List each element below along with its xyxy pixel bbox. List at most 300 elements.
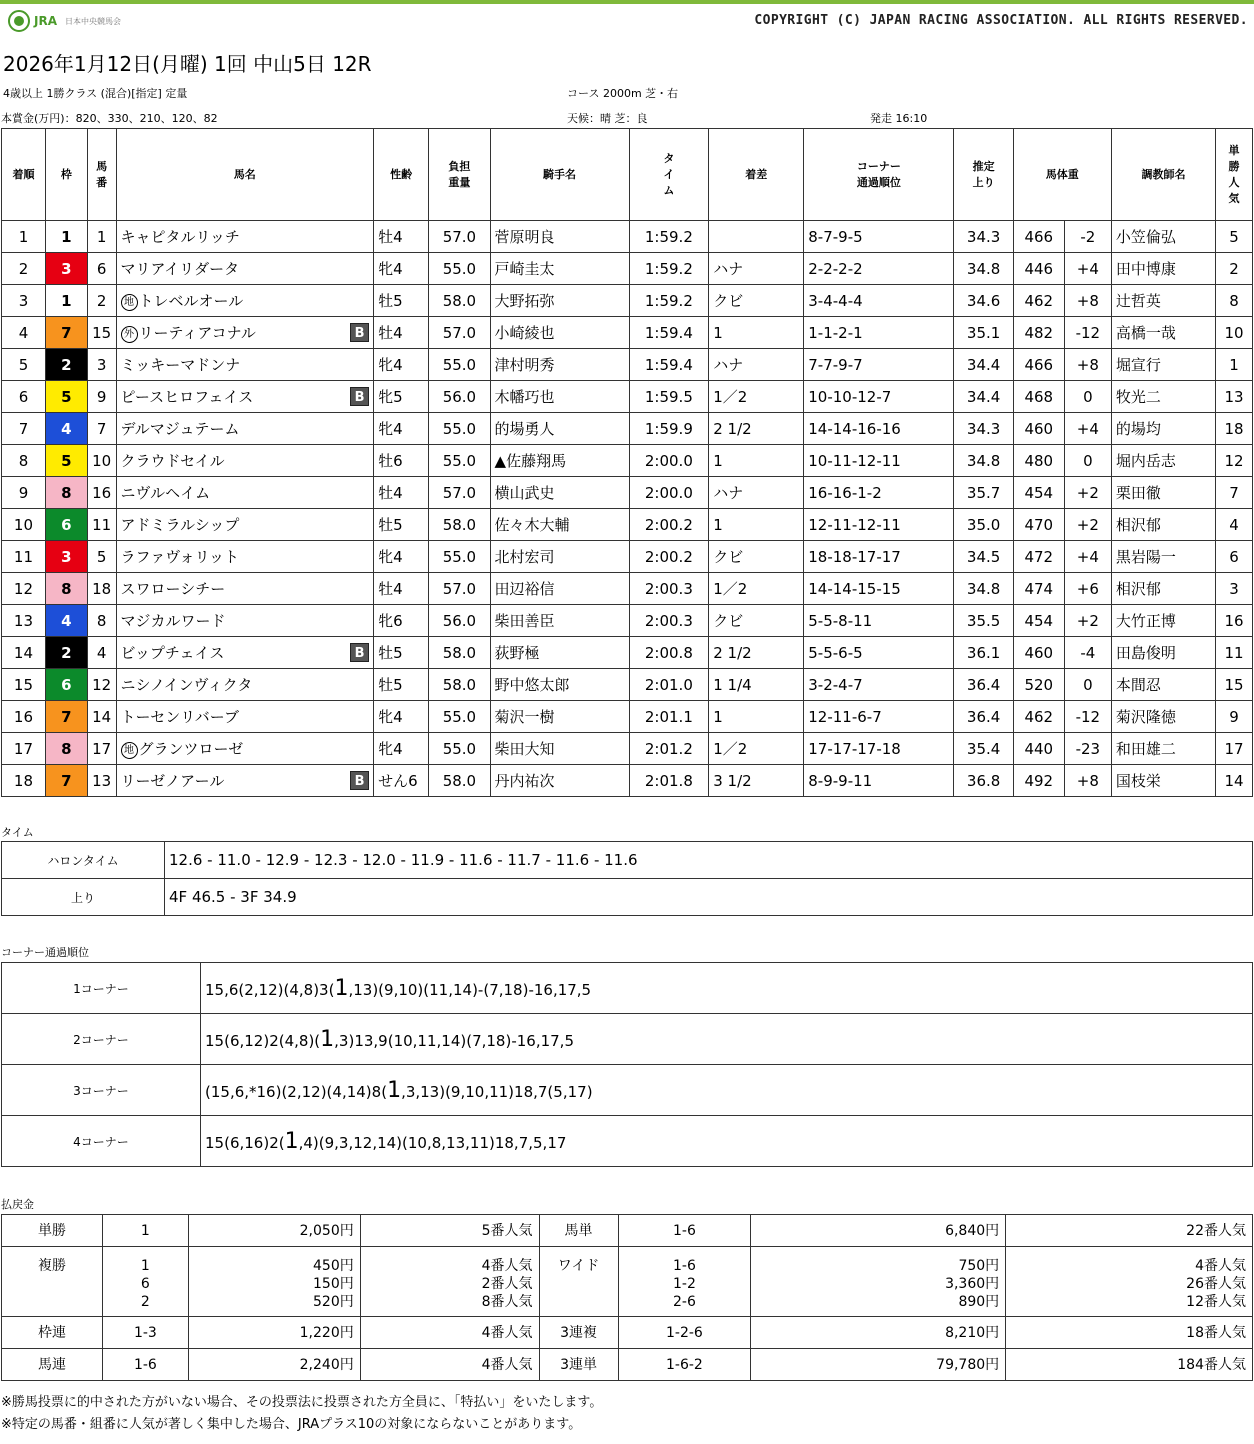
body-weight-cell: 454 [1013, 477, 1064, 509]
jockey-name[interactable]: ▲佐藤翔馬 [494, 452, 567, 470]
margin-cell: 2 1/2 [709, 413, 804, 445]
logo-text: JRA [34, 14, 57, 28]
col-pop [1216, 129, 1253, 221]
trainer-cell [1111, 637, 1215, 669]
wide-pop: 12番人気 [1186, 1294, 1246, 1310]
body-weight-cell: 474 [1013, 573, 1064, 605]
corner-section-title: コーナー通過順位 [1, 946, 89, 959]
horse-name[interactable]: ラファヴォリット [120, 548, 240, 566]
wide-pop: 4番人気 [1195, 1258, 1246, 1274]
sexage-cell: 牝4 [374, 541, 429, 573]
wakuren-pop: 4番人気 [360, 1317, 539, 1349]
corner-order-post: ,3)13,9(10,11,14)(7,18)-16,17,5 [334, 1032, 574, 1050]
result-row [2, 509, 1253, 541]
sexage-cell: 牡5 [374, 669, 429, 701]
horse-name[interactable]: アドミラルシップ [120, 516, 240, 534]
col-corner [804, 129, 954, 221]
jockey-cell [490, 349, 629, 381]
body-diff-cell: +8 [1064, 285, 1111, 317]
course-info: コース 2000m 芝・右 [567, 87, 679, 100]
jockey-cell [490, 637, 629, 669]
jockey-name[interactable]: 菅原明良 [494, 228, 555, 246]
trainer-name[interactable]: 辻哲英 [1115, 292, 1161, 310]
trainer-name[interactable]: 和田雄二 [1115, 740, 1176, 758]
umatan-combo: 1-6 [618, 1215, 751, 1247]
corner-row [2, 1116, 1253, 1167]
jockey-name[interactable]: 柴田大知 [494, 740, 555, 758]
jockey-name[interactable]: 北村宏司 [494, 548, 555, 566]
trainer-cell [1111, 509, 1215, 541]
col-num [87, 129, 116, 221]
body-diff-cell: +8 [1064, 765, 1111, 797]
umaren-label: 馬連 [2, 1349, 103, 1381]
body-weight-cell: 440 [1013, 733, 1064, 765]
margin-cell: 3 1/2 [709, 765, 804, 797]
sanrenpuku-combo: 1-2-6 [618, 1317, 751, 1349]
corner-cell: 17-17-17-18 [804, 733, 954, 765]
popularity-cell: 5 [1216, 221, 1253, 253]
body-weight-cell: 446 [1013, 253, 1064, 285]
sanrentan-pop: 184番人気 [1006, 1349, 1253, 1381]
fukusho-amount: 450円 [313, 1258, 354, 1274]
weight-cell: 55.0 [429, 733, 490, 765]
trainer-name[interactable]: 堀内岳志 [1115, 452, 1176, 470]
horse-name-cell [116, 221, 374, 253]
blinker-icon: B [350, 771, 369, 790]
col-trainer: 調教師名 [1111, 129, 1215, 221]
rank-cell: 14 [2, 637, 46, 669]
margin-cell: ハナ [709, 477, 804, 509]
body-weight-cell: 480 [1013, 445, 1064, 477]
horse-name[interactable]: マリアイリダータ [120, 260, 240, 278]
margin-cell [709, 221, 804, 253]
weight-cell: 55.0 [429, 541, 490, 573]
wide-pop: 26番人気 [1186, 1276, 1246, 1292]
horse-name-cell [116, 285, 374, 317]
margin-cell: 1 [709, 509, 804, 541]
weight-cell: 57.0 [429, 317, 490, 349]
corner-order [201, 963, 1253, 1014]
popularity-cell: 8 [1216, 285, 1253, 317]
jockey-name[interactable]: 丹内祐次 [494, 772, 555, 790]
fukusho-combo: 1 [140, 1258, 150, 1274]
sanrentan-label: 3連単 [539, 1349, 618, 1381]
trainer-name[interactable]: 的場均 [1115, 420, 1161, 438]
trainer-name[interactable]: 牧光二 [1115, 388, 1161, 406]
time-cell: 1:59.4 [629, 349, 709, 381]
wakuren-label: 枠連 [2, 1317, 103, 1349]
blinker-icon: B [350, 323, 369, 342]
sexage-cell: 牝4 [374, 701, 429, 733]
waku-cell: 8 [45, 573, 87, 605]
weight-cell: 58.0 [429, 669, 490, 701]
col-rank: 着順 [2, 129, 46, 221]
horse-name[interactable]: ニヴルヘイム [120, 484, 211, 502]
trainer-name[interactable]: 小笠倫弘 [1115, 228, 1176, 246]
result-row [2, 221, 1253, 253]
fukusho-pop: 8番人気 [481, 1294, 533, 1310]
horse-name-cell [116, 381, 374, 413]
col-margin: 着差 [709, 129, 804, 221]
body-diff-cell: +2 [1064, 605, 1111, 637]
jockey-cell [490, 765, 629, 797]
trainer-name[interactable]: 黒岩陽一 [1115, 548, 1176, 566]
jockey-name[interactable]: 佐々木大輔 [494, 516, 570, 534]
race-title: 2026年1月12日(月曜) 1回 中山5日 12R [3, 52, 372, 76]
horse-name[interactable]: グランツローゼ [138, 740, 244, 758]
origin-mark-icon: 外 [121, 326, 138, 343]
weight-cell: 55.0 [429, 253, 490, 285]
winner-number: 1 [334, 976, 349, 1001]
weight-cell: 57.0 [429, 221, 490, 253]
jockey-name[interactable]: 野中悠太郎 [494, 676, 570, 694]
logo-subtext: 日本中央競馬会 [65, 16, 121, 26]
trainer-name[interactable]: 国枝栄 [1115, 772, 1161, 790]
corner-cell: 12-11-12-11 [804, 509, 954, 541]
horse-name-cell [116, 253, 374, 285]
time-cell: 1:59.9 [629, 413, 709, 445]
result-row [2, 253, 1253, 285]
col-pop-label: 単勝人気 [1228, 143, 1240, 205]
horse-name[interactable]: クラウドセイル [120, 452, 225, 470]
fukusho-pop: 4番人気 [481, 1258, 533, 1274]
halon-times: 12.6 - 11.0 - 12.9 - 12.3 - 12.0 - 11.9 - 11.6 - 11.7 - 11.6 - 11.6 [165, 842, 1253, 879]
result-row [2, 765, 1253, 797]
horse-name[interactable]: マジカルワード [120, 612, 226, 630]
jockey-name[interactable]: 横山武史 [494, 484, 555, 502]
body-weight-cell: 460 [1013, 413, 1064, 445]
halon-label: ハロンタイム [2, 842, 165, 879]
wide-amount: 3,360円 [945, 1276, 1000, 1292]
col-weight [429, 129, 490, 221]
rank-cell: 8 [2, 445, 46, 477]
waku-cell: 3 [45, 541, 87, 573]
trainer-name[interactable]: 相沢郁 [1115, 516, 1161, 534]
sexage-cell: 牡5 [374, 509, 429, 541]
popularity-cell: 6 [1216, 541, 1253, 573]
note-plus10: ※特定の馬番・組番に人気が著しく集中した場合、JRAプラス10の対象にならないことがあります。 [1, 1417, 582, 1432]
horse-number-cell: 18 [87, 573, 116, 605]
jockey-name[interactable]: 的場勇人 [494, 420, 555, 438]
trainer-name[interactable]: 栗田徹 [1115, 484, 1161, 502]
tansho-combo: 1 [102, 1215, 188, 1247]
sexage-cell: 牡4 [374, 317, 429, 349]
trainer-cell [1111, 317, 1215, 349]
weight-cell: 58.0 [429, 637, 490, 669]
margin-cell: クビ [709, 605, 804, 637]
result-row [2, 317, 1253, 349]
last3f-cell: 34.8 [954, 445, 1013, 477]
wide-amounts [751, 1247, 1006, 1317]
result-row [2, 669, 1253, 701]
horse-name-cell [116, 765, 374, 797]
col-jockey: 騎手名 [490, 129, 629, 221]
result-row [2, 637, 1253, 669]
waku-cell: 2 [45, 637, 87, 669]
horse-number-cell: 16 [87, 477, 116, 509]
trainer-cell [1111, 477, 1215, 509]
col-time-label: タイム [663, 151, 675, 197]
blinker-icon: B [350, 387, 369, 406]
horse-name-cell [116, 605, 374, 637]
jockey-name[interactable]: 田辺裕信 [494, 580, 555, 598]
last3f-cell: 35.7 [954, 477, 1013, 509]
corner-cell: 14-14-15-15 [804, 573, 954, 605]
sexage-cell: せん6 [374, 765, 429, 797]
horse-name-cell [116, 573, 374, 605]
trainer-name[interactable]: 高橋一哉 [1115, 324, 1176, 342]
corner-cell: 10-10-12-7 [804, 381, 954, 413]
jockey-cell [490, 541, 629, 573]
corner-row [2, 963, 1253, 1014]
popularity-cell: 18 [1216, 413, 1253, 445]
fukusho-amount: 150円 [313, 1276, 354, 1292]
popularity-cell: 13 [1216, 381, 1253, 413]
body-weight-cell: 462 [1013, 285, 1064, 317]
trainer-name[interactable]: 大竹正博 [1115, 612, 1176, 630]
jockey-name[interactable]: 柴田善臣 [494, 612, 555, 630]
margin-cell: 2 1/2 [709, 637, 804, 669]
umatan-label: 馬単 [539, 1215, 618, 1247]
payout-section-title: 払戻金 [1, 1198, 34, 1211]
rank-cell: 15 [2, 669, 46, 701]
body-weight-cell: 454 [1013, 605, 1064, 637]
wide-combo: 1-6 [673, 1258, 696, 1274]
last3f-cell: 34.5 [954, 541, 1013, 573]
trainer-name[interactable]: 本間忍 [1115, 676, 1161, 694]
trainer-name[interactable]: 田中博康 [1115, 260, 1176, 278]
horse-name[interactable]: トレベルオール [138, 292, 244, 310]
weight-cell: 58.0 [429, 509, 490, 541]
sanrentan-combo: 1-6-2 [618, 1349, 751, 1381]
body-weight-cell: 460 [1013, 637, 1064, 669]
umaren-combo: 1-6 [102, 1349, 188, 1381]
col-sexage: 性齢 [374, 129, 429, 221]
origin-mark-icon: 地 [121, 742, 138, 759]
corner-cell: 7-7-9-7 [804, 349, 954, 381]
umatan-amount: 6,840円 [751, 1215, 1006, 1247]
winner-number: 1 [284, 1129, 299, 1154]
waku-cell: 1 [45, 285, 87, 317]
jockey-name[interactable]: 小崎綾也 [494, 324, 555, 342]
last3f-cell: 36.4 [954, 669, 1013, 701]
umaren-amount: 2,240円 [188, 1349, 360, 1381]
trainer-cell [1111, 701, 1215, 733]
fukusho-combo: 2 [140, 1294, 150, 1310]
jockey-name[interactable]: 木幡巧也 [494, 388, 555, 406]
copyright-notice: COPYRIGHT (C) JAPAN RACING ASSOCIATION. ALL RIGHTS RESERVED. [754, 13, 1248, 28]
body-diff-cell: -23 [1064, 733, 1111, 765]
trainer-name[interactable]: 相沢郁 [1115, 580, 1161, 598]
sexage-cell: 牡5 [374, 637, 429, 669]
corner-order-pre: 15(6,12)2(4,8)( [205, 1032, 321, 1050]
corner-order-pre: (15,6,*16)(2,12)(4,14)8( [205, 1083, 388, 1101]
result-row [2, 381, 1253, 413]
rank-cell: 4 [2, 317, 46, 349]
horse-name-cell [116, 349, 374, 381]
jockey-name[interactable]: 津村明秀 [494, 356, 555, 374]
wide-combos [618, 1247, 751, 1317]
jockey-name[interactable]: 戸崎圭太 [494, 260, 555, 278]
trainer-cell [1111, 349, 1215, 381]
last3f-cell: 36.1 [954, 637, 1013, 669]
body-weight-cell: 520 [1013, 669, 1064, 701]
results-header-row [2, 129, 1253, 221]
horse-name[interactable]: ニシノインヴィクタ [120, 676, 253, 694]
horse-number-cell: 2 [87, 285, 116, 317]
rank-cell: 17 [2, 733, 46, 765]
popularity-cell: 16 [1216, 605, 1253, 637]
blinker-icon: B [350, 643, 369, 662]
trainer-name[interactable]: 堀宣行 [1115, 356, 1161, 374]
horse-number-cell: 13 [87, 765, 116, 797]
trainer-cell [1111, 733, 1215, 765]
results-table [1, 128, 1253, 797]
sanrenpuku-label: 3連複 [539, 1317, 618, 1349]
last3f-cell: 34.8 [954, 253, 1013, 285]
corner-cell: 3-4-4-4 [804, 285, 954, 317]
body-weight-cell: 470 [1013, 509, 1064, 541]
tansho-amount: 2,050円 [188, 1215, 360, 1247]
weight-cell: 57.0 [429, 477, 490, 509]
rank-cell: 1 [2, 221, 46, 253]
jockey-cell [490, 285, 629, 317]
horse-name[interactable]: デルマジュテーム [120, 420, 240, 438]
body-diff-cell: -12 [1064, 701, 1111, 733]
horse-number-cell: 5 [87, 541, 116, 573]
wakuren-amount: 1,220円 [188, 1317, 360, 1349]
waku-cell: 5 [45, 381, 87, 413]
fukusho-amounts [188, 1247, 360, 1317]
waku-cell: 5 [45, 445, 87, 477]
horse-name[interactable]: ビップチェイス [120, 644, 225, 662]
body-weight-cell: 492 [1013, 765, 1064, 797]
corner-cell: 16-16-1-2 [804, 477, 954, 509]
body-diff-cell: +4 [1064, 253, 1111, 285]
note-tokubarai: ※勝馬投票に的中された方がいない場合、その投票法に投票された方全員に、「特払い」をいたします。 [1, 1395, 603, 1410]
waku-cell: 7 [45, 765, 87, 797]
time-cell: 2:00.0 [629, 445, 709, 477]
rank-cell: 2 [2, 253, 46, 285]
sanrentan-amount: 79,780円 [751, 1349, 1006, 1381]
body-diff-cell: +4 [1064, 541, 1111, 573]
trainer-name[interactable]: 田島俊明 [1115, 644, 1176, 662]
result-row [2, 477, 1253, 509]
jockey-name[interactable]: 大野拓弥 [494, 292, 555, 310]
col-weight-label: 負担重量 [448, 159, 471, 189]
popularity-cell: 15 [1216, 669, 1253, 701]
waku-cell: 3 [45, 253, 87, 285]
horse-name-cell [116, 701, 374, 733]
waku-cell: 4 [45, 413, 87, 445]
sexage-cell: 牡6 [374, 445, 429, 477]
trainer-name[interactable]: 菊沢隆徳 [1115, 708, 1176, 726]
horse-name[interactable]: キャピタルリッチ [120, 228, 240, 246]
col-time [629, 129, 709, 221]
payout-table [1, 1214, 1253, 1381]
time-cell: 1:59.2 [629, 221, 709, 253]
last3f-cell: 34.3 [954, 221, 1013, 253]
jra-logo-icon [8, 10, 30, 32]
body-diff-cell: -4 [1064, 637, 1111, 669]
wide-amount: 750円 [958, 1258, 1000, 1274]
waku-cell: 4 [45, 605, 87, 637]
origin-mark-icon: 地 [121, 294, 138, 311]
jockey-cell [490, 381, 629, 413]
time-cell: 2:00.2 [629, 541, 709, 573]
sexage-cell: 牝6 [374, 605, 429, 637]
jockey-name[interactable]: 菊沢一樹 [494, 708, 555, 726]
horse-number-cell: 4 [87, 637, 116, 669]
result-row [2, 573, 1253, 605]
sexage-cell: 牡5 [374, 285, 429, 317]
popularity-cell: 12 [1216, 445, 1253, 477]
horse-name[interactable]: トーセンリバーブ [120, 708, 240, 726]
jockey-cell [490, 733, 629, 765]
trainer-cell [1111, 605, 1215, 637]
result-row [2, 541, 1253, 573]
weight-cell: 55.0 [429, 349, 490, 381]
rank-cell: 10 [2, 509, 46, 541]
waku-cell: 7 [45, 317, 87, 349]
margin-cell: 1／2 [709, 573, 804, 605]
corner-row [2, 1014, 1253, 1065]
horse-name[interactable]: リーゼノアール [120, 772, 225, 790]
margin-cell: 1 [709, 317, 804, 349]
horse-name[interactable]: ピースヒロフェイス [120, 388, 254, 406]
last3f-cell: 35.0 [954, 509, 1013, 541]
popularity-cell: 14 [1216, 765, 1253, 797]
waku-cell: 2 [45, 349, 87, 381]
corner-cell: 8-9-9-11 [804, 765, 954, 797]
tansho-label: 単勝 [2, 1215, 103, 1247]
result-row [2, 701, 1253, 733]
last3f-cell: 34.4 [954, 381, 1013, 413]
rank-cell: 7 [2, 413, 46, 445]
jockey-cell [490, 317, 629, 349]
rank-cell: 9 [2, 477, 46, 509]
weight-cell: 56.0 [429, 605, 490, 637]
waku-cell: 6 [45, 669, 87, 701]
corner-cell: 8-7-9-5 [804, 221, 954, 253]
horse-name[interactable]: リーティアコナル [138, 324, 256, 342]
popularity-cell: 2 [1216, 253, 1253, 285]
time-cell: 2:00.8 [629, 637, 709, 669]
corner-order-pre: 15,6(2,12)(4,8)3( [205, 981, 335, 999]
margin-cell: クビ [709, 285, 804, 317]
horse-name[interactable]: スワローシチー [120, 580, 226, 598]
horse-name-cell [116, 477, 374, 509]
prize-info: 本賞金(万円)：820、330、210、120、82 [1, 112, 218, 125]
jockey-cell [490, 445, 629, 477]
winner-number: 1 [320, 1027, 335, 1052]
popularity-cell: 17 [1216, 733, 1253, 765]
jockey-name[interactable]: 荻野極 [494, 644, 540, 662]
agari-row [2, 879, 1253, 916]
body-weight-cell: 468 [1013, 381, 1064, 413]
time-cell: 2:01.0 [629, 669, 709, 701]
horse-name[interactable]: ミッキーマドンナ [120, 356, 241, 374]
corner-cell: 12-11-6-7 [804, 701, 954, 733]
horse-number-cell: 12 [87, 669, 116, 701]
jockey-cell [490, 701, 629, 733]
trainer-cell [1111, 285, 1215, 317]
race-conditions: 4歳以上 1勝クラス (混合)[指定] 定量 [3, 87, 188, 100]
last3f-cell: 35.4 [954, 733, 1013, 765]
horse-name-cell [116, 637, 374, 669]
corner-order-post: ,13)(9,10)(11,14)-(7,18)-16,17,5 [348, 981, 592, 999]
waku-cell: 8 [45, 477, 87, 509]
